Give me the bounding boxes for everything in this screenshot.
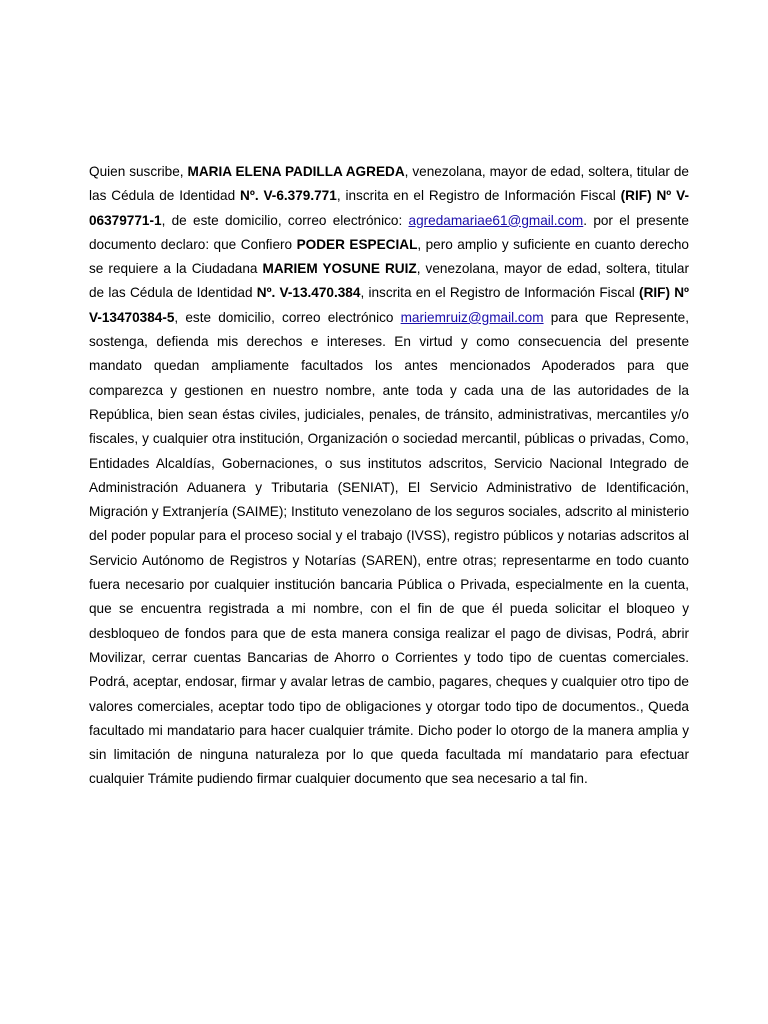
text-segment: . por el presente documento declaro: que Confiero [89, 212, 689, 252]
grantor-rif-number: (RIF) Nº V-06379771-1 [89, 188, 689, 228]
text-segment: , inscrita en el Registro de Información Fiscal [336, 188, 621, 204]
grantor-email-link[interactable]: agredamariae61@gmail.com [408, 212, 584, 228]
attorney-rif-number: (RIF) Nº V-13470384-5 [89, 285, 690, 325]
grantor-name: MARIA ELENA PADILLA AGREDA [187, 164, 405, 179]
text-segment: para que Represente, sostenga, defienda mis derechos e intereses. En virtud y como consecuencia del presente mandato quedan ampliamente facultados los antes mencionados Apoderados para que comparezca y gestionen en nuestro nombre, ante toda y cada una de las autoridades de la República, bien sean éstas civiles, judiciales, penales, de tránsito, administrativas, mercantiles y/o fiscales, y cualquier otra institución, Organización o sociedad mercantil, públicas o privadas, Como, Entidades Alcaldías, Gobernaciones, o sus institutos adscritos, Servicio Nacional Integrado de Administración Aduanera y Tributaria (SENIAT), El Servicio Administrativo de Identificación, Migración y Extranjería (SAIME); Instituto venezolano de los seguros sociales, adscrito al ministerio del poder popular para el proceso social y el trabajo (IVSS), registro públicos y notarias adscritos al Servicio Autónomo de Registros y Notarías (SAREN), entre otras; representarme en todo cuanto fuera necesario por cualquier institución bancaria Pública o Privada, especialmente en la cuenta, que se encuentra registrada a mi nombre, con el fin de que él pueda solicitar el bloqueo y desbloqueo de fondos para que de esta manera consiga realizar el pago de divisas, Podrá, abrir Movilizar, cerrar cuentas Bancarias de Ahorro o Corrientes y todo tipo de cuentas comerciales. Podrá, aceptar, endosar, firmar y avalar letras de cambio, pagares, cheques y cualquier otro tipo de valores comerciales, aceptar todo tipo de obligaciones y otorgar todo tipo de documentos., Queda facultado mi mandatario para hacer cualquier trámite. Dicho poder lo otorgo de la manera amplia y sin limitación de ninguna naturaleza por lo que queda facultada mí mandatario para efectuar cualquier Trámite pudiendo firmar cualquier documento que sea necesario a tal fin. [89, 309, 689, 787]
text-segment: , este domicilio, correo electrónico [174, 309, 401, 325]
text-segment: , de este domicilio, correo electrónico: [161, 212, 409, 228]
text-segment: , inscrita en el Registro de Información Fiscal [360, 285, 640, 301]
power-type: PODER ESPECIAL [296, 236, 418, 252]
power-of-attorney-paragraph [89, 160, 689, 792]
grantor-id-number: Nº. V-6.379.771 [240, 188, 337, 204]
document-page [89, 160, 689, 792]
attorney-name: MARIEM YOSUNE RUIZ [262, 261, 417, 277]
attorney-email-link[interactable]: mariemruiz@gmail.com [400, 309, 544, 325]
text-segment: , pero amplio y suficiente en cuanto derecho se requiere a la Ciudadana [89, 236, 689, 277]
text-segment: , venezolana, mayor de edad, soltera, titular de las Cédula de Identidad [89, 261, 689, 301]
text-segment: , venezolana, mayor de edad, soltera, titular de las Cédula de Identidad [89, 164, 689, 204]
text-segment: Quien suscribe, [89, 164, 188, 179]
attorney-id-number: Nº. V-13.470.384 [256, 285, 361, 301]
